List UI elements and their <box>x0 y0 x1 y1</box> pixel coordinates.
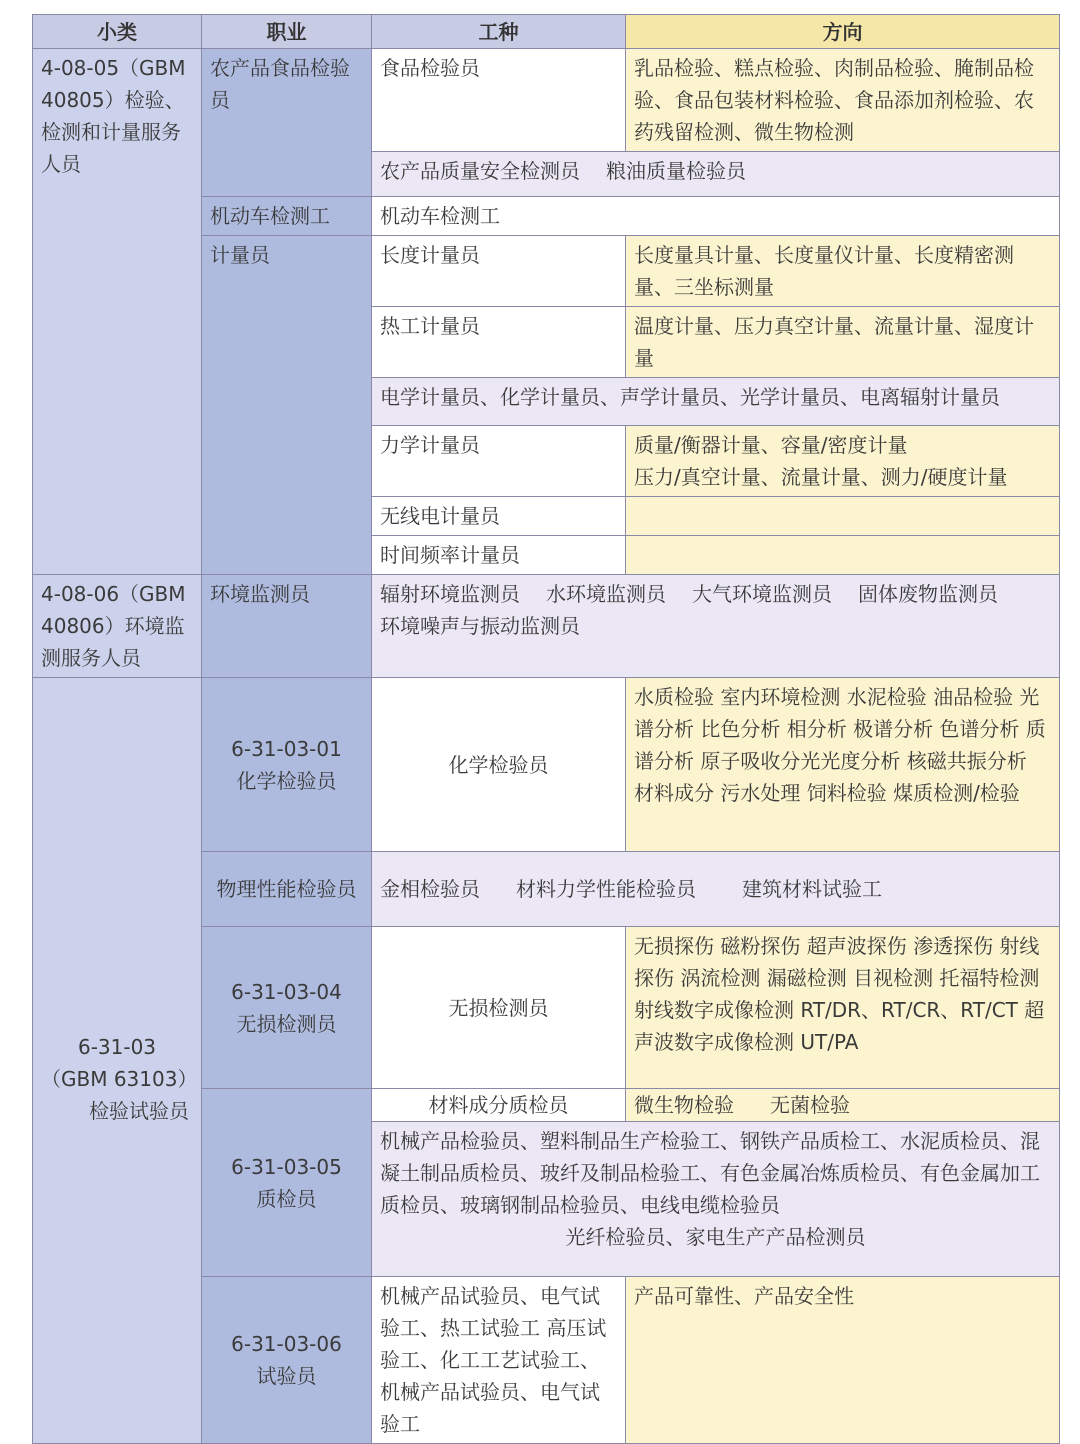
table-row <box>33 49 1060 152</box>
direction-line: 质量/衡器计量、容量/密度计量 <box>634 433 908 457</box>
work-type-cell: 电学计量员、化学计量员、声学计量员、光学计量员、电离辐射计量员 <box>372 378 1060 426</box>
work-type-cell: 机动车检测工 <box>372 197 1060 236</box>
work-type-cell <box>372 575 1060 678</box>
subcategory-name: 检验试验员 <box>89 1099 189 1123</box>
work-type-cell <box>372 852 1060 927</box>
header-work-type: 工种 <box>372 15 626 49</box>
subcategory-cell: 4-08-06（GBM 40806）环境监测服务人员 <box>33 575 202 678</box>
work-type-text: 金相检验员 <box>380 877 480 901</box>
work-type-text: 农产品质量安全检测员 <box>380 159 580 183</box>
occupation-cell <box>202 927 372 1089</box>
work-type-text: 辐射环境监测员 <box>380 582 520 606</box>
work-type-cell: 材料成分质检员 <box>372 1089 626 1122</box>
occupation-cell <box>202 678 372 852</box>
subcategory-cell <box>33 678 202 1444</box>
direction-text: 粮油质量检验员 <box>606 159 746 183</box>
subcategory-cell: 4-08-05（GBM 40805）检验、检测和计量服务人员 <box>33 49 202 575</box>
direction-cell-empty <box>626 536 1060 575</box>
work-type-cell: 热工计量员 <box>372 307 626 378</box>
occupation-cell: 环境监测员 <box>202 575 372 678</box>
work-type-text: 材料力学性能检验员 <box>516 877 696 901</box>
occupation-code: 6-31-03-04 <box>231 979 342 1004</box>
header-subcategory: 小类 <box>33 15 202 49</box>
work-type-cell <box>372 1122 1060 1277</box>
subcategory-code: 6-31-03 <box>77 1035 157 1059</box>
work-type-cell: 无损检测员 <box>372 927 626 1089</box>
occupation-cell: 农产品食品检验员 <box>202 49 372 197</box>
work-type-cell: 机械产品试验员、电气试验工、热工试验工 高压试验工、化工工艺试验工、机械产品试验员、电气试验工 <box>372 1277 626 1444</box>
work-type-cell: 长度计量员 <box>372 236 626 307</box>
direction-cell: 无损探伤 磁粉探伤 超声波探伤 渗透探伤 射线探伤 涡流检测 漏磁检测 目视检测 托福特检测 射线数字成像检测 RT/DR、RT/CR、RT/CT 超声波数字成像检测 UT/PA <box>626 927 1060 1089</box>
direction-line: 压力/真空计量、流量计量、测力/硬度计量 <box>634 465 1008 489</box>
direction-cell: 长度量具计量、长度量仪计量、长度精密测量、三坐标测量 <box>626 236 1060 307</box>
direction-cell <box>626 1089 1060 1122</box>
direction-cell-empty <box>626 497 1060 536</box>
direction-cell: 温度计量、压力真空计量、流量计量、湿度计量 <box>626 307 1060 378</box>
occupation-code: 6-31-03-05 <box>231 1154 342 1179</box>
table-header <box>33 15 1060 49</box>
occupation-cell: 计量员 <box>202 236 372 575</box>
occupation-table <box>32 14 1060 1444</box>
occupation-code: 6-31-03-06 <box>231 1332 342 1356</box>
direction-cell: 产品可靠性、产品安全性 <box>626 1277 1060 1444</box>
work-type-text: 固体废物监测员 <box>858 582 998 606</box>
work-type-text: 大气环境监测员 <box>692 582 832 606</box>
direction-cell <box>626 426 1060 497</box>
occupation-cell <box>202 1277 372 1444</box>
work-type-text: 光纤检验员、家电生产产品检测员 <box>565 1225 866 1249</box>
occupation-name: 无损检测员 <box>236 1011 337 1036</box>
occupation-cell <box>202 1089 372 1277</box>
direction-cell: 水质检验 室内环境检测 水泥检验 油品检验 光谱分析 比色分析 相分析 极谱分析 色谱分析 质谱分析 原子吸收分光光度分析 核磁共振分析 材料成分 污水处理 饲料检验 煤质检测/检验 <box>626 678 1060 852</box>
work-type-cell: 食品检验员 <box>372 49 626 152</box>
occupation-cell: 机动车检测工 <box>202 197 372 236</box>
work-type-cell: 力学计量员 <box>372 426 626 497</box>
direction-text: 无菌检验 <box>770 1093 850 1117</box>
work-type-text: 环境噪声与振动监测员 <box>380 614 580 638</box>
table-row <box>33 678 1060 852</box>
work-type-cell: 化学检验员 <box>372 678 626 852</box>
work-type-cell <box>372 152 1060 197</box>
occupation-name: 质检员 <box>256 1186 317 1211</box>
direction-cell: 乳品检验、糕点检验、肉制品检验、腌制品检验、食品包装材料检验、食品添加剂检验、农药残留检测、微生物检测 <box>626 49 1060 152</box>
header-direction: 方向 <box>626 15 1060 49</box>
work-type-cell: 无线电计量员 <box>372 497 626 536</box>
work-type-text: 建筑材料试验工 <box>742 877 882 901</box>
direction-text: 微生物检验 <box>634 1093 734 1117</box>
occupation-name: 化学检验员 <box>236 768 337 793</box>
work-type-text: 机械产品检验员、塑料制品生产检验工、钢铁产品质检工、水泥质检员、混凝土制品质检员、玻纤及制品检验工、有色金属冶炼质检员、有色金属加工质检员、玻璃钢制品检验员、电线电缆检验员 <box>380 1129 1040 1217</box>
work-type-text: 水环境监测员 <box>546 582 666 606</box>
occupation-cell: 物理性能检验员 <box>202 852 372 927</box>
table-row <box>33 575 1060 678</box>
occupation-code: 6-31-03-01 <box>231 736 342 761</box>
header-occupation: 职业 <box>202 15 372 49</box>
subcategory-gbm: （GBM 63103） <box>41 1067 198 1091</box>
occupation-name: 试验员 <box>256 1364 317 1388</box>
work-type-cell: 时间频率计量员 <box>372 536 626 575</box>
